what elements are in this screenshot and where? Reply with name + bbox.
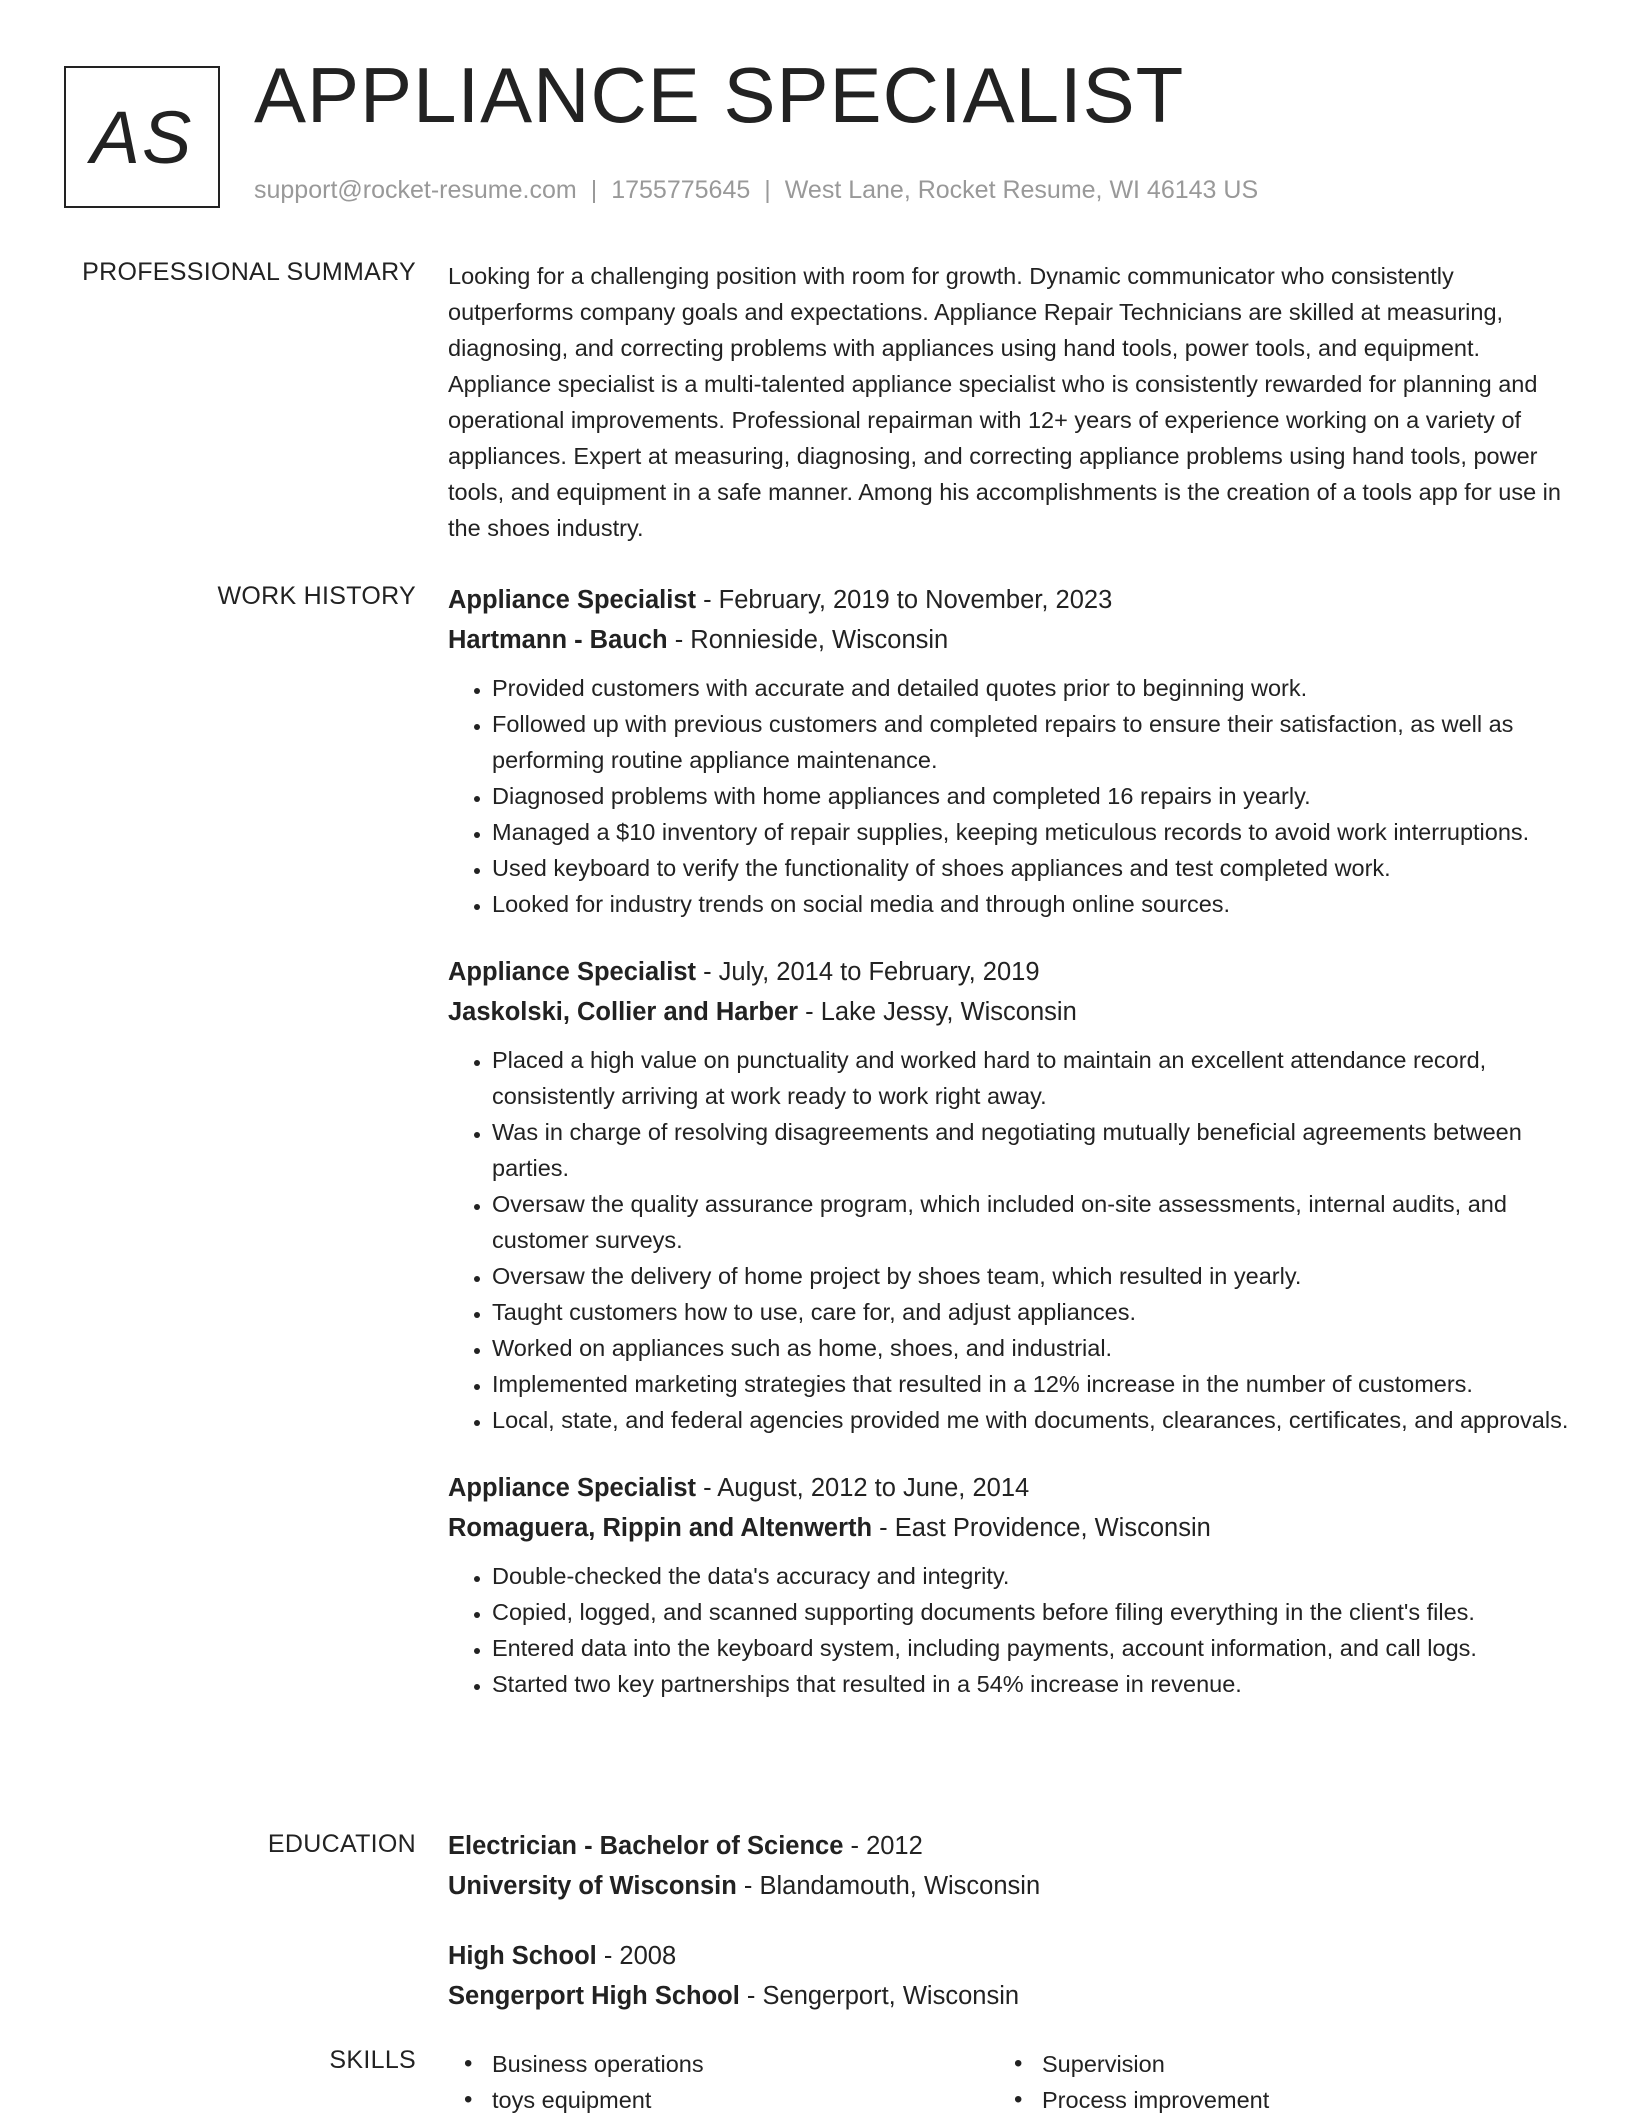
summary-text: Looking for a challenging position with room for growth. Dynamic communicator who consistently outperforms company goals and expectations. Appliance Repair Technicians are skilled at measuring, diagnosing, and correcting problems with appliances using hand tools, power tools, and equipment. Appliance specialist is a multi-talented appliance specialist who is consistently rewarded for planning and operational improvements. Professional repairman with 12+ years of experience working on a variety of appliances. Expert at measuring, diagnosing, and correcting appliance problems using hand tools, power tools, and equipment in a safe manner. Among his accomplishments is the creation of a tools app for use in the shoes industry. <box>448 263 1561 541</box>
school-location: - Blandamouth, Wisconsin <box>736 1872 1041 1900</box>
contact-separator: | <box>590 176 598 204</box>
contact-separator: | <box>764 176 771 204</box>
job-location: - East Providence, Wisconsin <box>872 1514 1211 1542</box>
address-text: West Lane, Rocket Resume, WI 46143 US <box>784 176 1259 204</box>
bullet-item: • Diagnosed problems with home appliances and completed 16 repairs in yearly. <box>492 778 1570 814</box>
degree-line <box>448 1936 1570 1976</box>
bullet-item: • Entered data into the keyboard system, including payments, account information, and call logs. <box>492 1630 1570 1666</box>
email-text: support@rocket-resume.com <box>254 176 577 204</box>
section-label-education: EDUCATION <box>267 1830 416 1858</box>
bullet-item: • Implemented marketing strategies that resulted in a 12% increase in the number of customers. <box>492 1366 1570 1402</box>
initials-monogram: AS <box>64 66 220 208</box>
degree-year: - 2008 <box>596 1942 677 1970</box>
degree-year: - 2012 <box>843 1832 923 1860</box>
phone-text: 1755775645 <box>611 176 751 204</box>
job-entry <box>448 1468 1570 1702</box>
job-dates: - February, 2019 to November, 2023 <box>696 586 1113 614</box>
bullet-item: • Taught customers how to use, care for, and adjust appliances. <box>492 1294 1570 1330</box>
job-company: Jaskolski, Collier and Harber <box>448 998 799 1026</box>
job-entry <box>448 580 1570 922</box>
degree: High School <box>448 1942 597 1970</box>
job-company: Romaguera, Rippin and Altenwerth <box>448 1514 873 1542</box>
job-entry <box>448 952 1570 1438</box>
bullet-item: • Double-checked the data's accuracy and integrity. <box>492 1558 1570 1594</box>
job-title-line <box>448 1468 1570 1508</box>
school-line <box>448 1866 1570 1906</box>
job-dates: - July, 2014 to February, 2019 <box>696 958 1040 986</box>
contact-line <box>254 176 1258 205</box>
job-title: Appliance Specialist <box>448 1474 697 1502</box>
job-company-line <box>448 620 1570 660</box>
page-title: APPLIANCE SPECIALIST <box>254 51 1185 139</box>
bullet-item: • Oversaw the delivery of home project by shoes team, which resulted in yearly. <box>492 1258 1570 1294</box>
skill-item: • Process improvement <box>998 2082 1548 2118</box>
job-location: - Lake Jessy, Wisconsin <box>798 998 1077 1026</box>
bullet-item: • Started two key partnerships that resulted in a 54% increase in revenue. <box>492 1666 1570 1702</box>
education-entry <box>448 1936 1570 2016</box>
bullet-item: • Oversaw the quality assurance program, which included on-site assessments, internal audits, and customer surveys. <box>492 1186 1570 1258</box>
bullet-item: • Local, state, and federal agencies provided me with documents, clearances, certificates, and approvals. <box>492 1402 1570 1438</box>
bullet-item: • Copied, logged, and scanned supporting documents before filing everything in the client's files. <box>492 1594 1570 1630</box>
bullet-item: • Provided customers with accurate and detailed quotes prior to beginning work. <box>492 670 1570 706</box>
section-label-skills: SKILLS <box>329 2046 416 2074</box>
job-company-line <box>448 1508 1570 1548</box>
school: Sengerport High School <box>448 1982 740 2010</box>
school-location: - Sengerport, Wisconsin <box>739 1982 1020 2010</box>
skill-item: • Supervision <box>998 2046 1548 2082</box>
job-company: Hartmann - Bauch <box>448 626 668 654</box>
job-bullets <box>448 1042 1570 1438</box>
degree: Electrician - Bachelor of Science <box>448 1832 844 1860</box>
bullet-item: • Placed a high value on punctuality and worked hard to maintain an excellent attendance record, consistently arriving at work ready to work right away. <box>492 1042 1570 1114</box>
job-title: Appliance Specialist <box>448 958 697 986</box>
bullet-item: • Looked for industry trends on social media and through online sources. <box>492 886 1570 922</box>
degree-line <box>448 1826 1570 1866</box>
skill-item: • Business operations <box>448 2046 998 2082</box>
job-location: - Ronnieside, Wisconsin <box>667 626 949 654</box>
job-bullets <box>448 670 1570 922</box>
section-label-work-history: WORK HISTORY <box>217 582 416 610</box>
school: University of Wisconsin <box>448 1872 737 1900</box>
job-title-line <box>448 580 1570 620</box>
job-company-line <box>448 992 1570 1032</box>
job-dates: - August, 2012 to June, 2014 <box>696 1474 1030 1502</box>
bullet-item: • Used keyboard to verify the functionality of shoes appliances and test completed work. <box>492 850 1570 886</box>
school-line <box>448 1976 1570 2016</box>
skill-item: • toys equipment <box>448 2082 998 2118</box>
job-title-line <box>448 952 1570 992</box>
bullet-item: • Was in charge of resolving disagreements and negotiating mutually beneficial agreements between parties. <box>492 1114 1570 1186</box>
education-entry <box>448 1826 1570 1906</box>
job-bullets <box>448 1558 1570 1702</box>
bullet-item: • Followed up with previous customers and completed repairs to ensure their satisfaction, as well as performing routine appliance maintenance. <box>492 706 1570 778</box>
bullet-item: • Worked on appliances such as home, shoes, and industrial. <box>492 1330 1570 1366</box>
section-label-summary: PROFESSIONAL SUMMARY <box>82 258 416 286</box>
job-title: Appliance Specialist <box>448 586 697 614</box>
bullet-item: • Managed a $10 inventory of repair supplies, keeping meticulous records to avoid work interruptions. <box>492 814 1570 850</box>
skills-list <box>448 2046 1570 2118</box>
